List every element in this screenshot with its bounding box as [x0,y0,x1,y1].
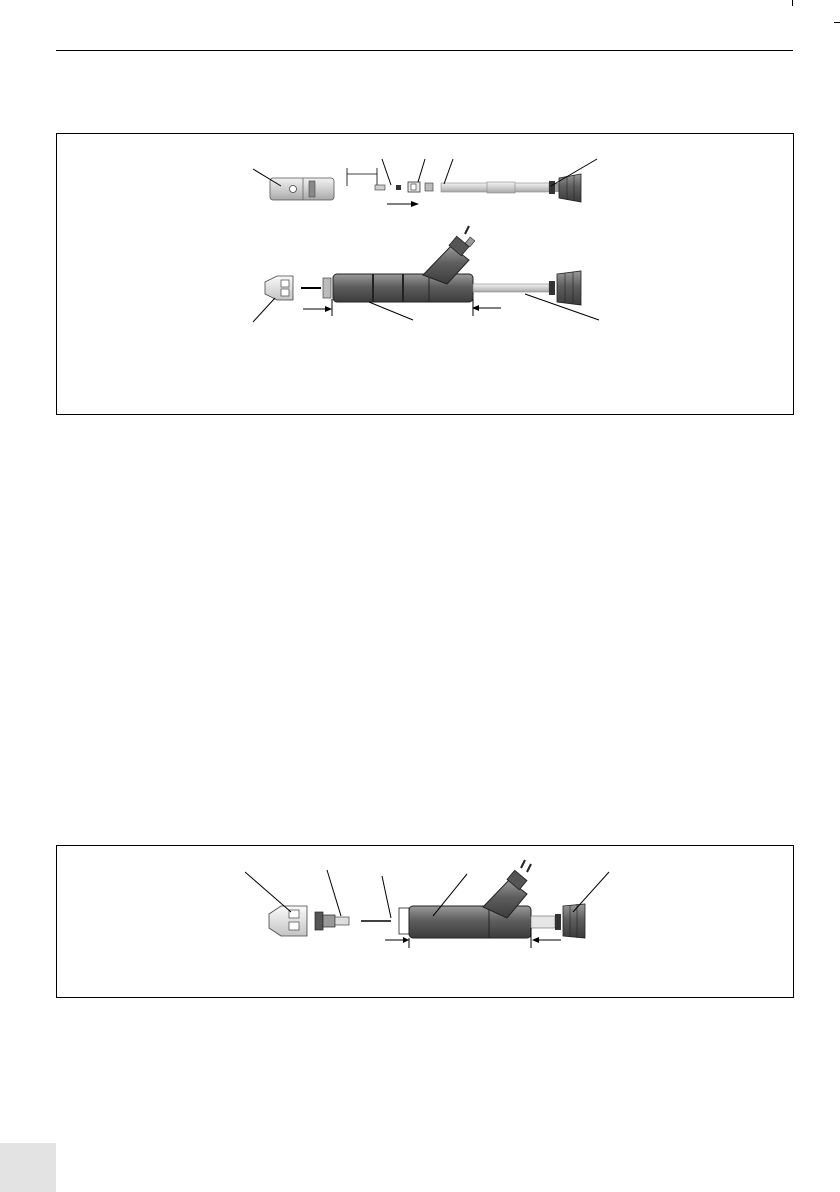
probe-insert [315,870,391,930]
header-rule [56,50,793,51]
cable-with-nut [441,159,597,202]
crop-mark [792,0,793,6]
small-parts [375,159,433,207]
cable-and-nut-assembled [531,872,609,948]
sensor-housing-exploded [253,169,334,200]
y-fitting-body [333,226,475,320]
figure-assembled-sensor [56,845,794,998]
protective-cap [245,872,307,936]
y-fitting-body [385,860,531,948]
length-dimension [347,168,377,186]
cable-and-nut-assembled [472,271,599,320]
assembly-illustration-1 [57,134,793,414]
page-number-tab [0,1143,56,1192]
probe-tip [301,278,332,316]
protective-cap [253,276,293,322]
assembly-illustration-2 [57,846,793,997]
crop-mark [834,22,840,23]
figure-assembly-steps [56,133,794,415]
